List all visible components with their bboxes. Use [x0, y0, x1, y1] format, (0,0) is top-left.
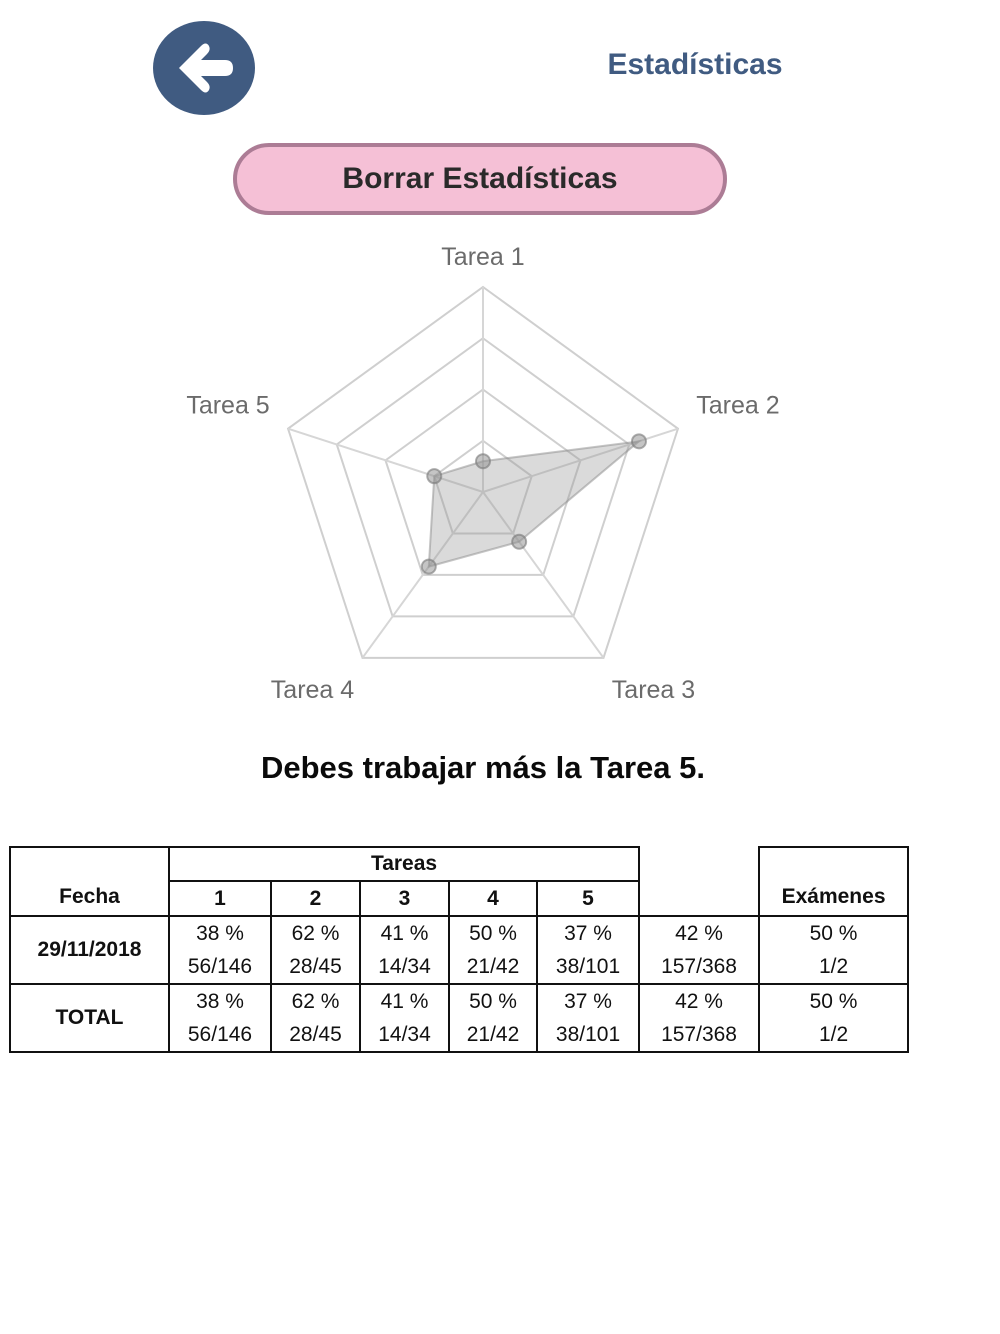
table-cell: 38 % 56/146	[169, 984, 271, 1052]
radar-point	[427, 469, 441, 483]
table-cell: 38 % 56/146	[169, 916, 271, 984]
header-task-4: 4	[449, 881, 537, 916]
header-task-3: 3	[360, 881, 449, 916]
row-date-label: 29/11/2018	[10, 916, 169, 984]
clear-statistics-button[interactable]: Borrar Estadísticas	[233, 143, 727, 215]
table-cell: 37 % 38/101	[537, 916, 639, 984]
radar-series-area	[429, 441, 639, 566]
radar-axis-label: Tarea 2	[696, 391, 780, 420]
header-task-5: 5	[537, 881, 639, 916]
radar-axis-label: Tarea 3	[611, 675, 696, 704]
radar-point	[422, 560, 436, 574]
table-cell: 50 % 21/42	[449, 916, 537, 984]
header-tasks-group: Tareas	[169, 847, 639, 881]
header-exams: Exámenes	[759, 847, 908, 916]
table-cell: 41 % 14/34	[360, 984, 449, 1052]
header-date: Fecha	[10, 847, 169, 916]
table-cell: 50 % 21/42	[449, 984, 537, 1052]
radar-axis-label: Tarea 1	[441, 243, 525, 271]
radar-axis-label: Tarea 5	[186, 391, 270, 420]
header-overall	[639, 847, 759, 916]
table-row	[10, 984, 908, 1052]
radar-point	[512, 535, 526, 549]
table-cell: 50 % 1/2	[759, 916, 908, 984]
table-cell: 41 % 14/34	[360, 916, 449, 984]
table-cell: 42 % 157/368	[639, 916, 759, 984]
radar-point	[632, 434, 646, 448]
row-total-label: TOTAL	[10, 984, 169, 1052]
radar-series	[422, 434, 646, 573]
table-row	[10, 916, 908, 984]
header-task-2: 2	[271, 881, 360, 916]
statistics-table	[9, 846, 909, 1053]
table-cell: 62 % 28/45	[271, 984, 360, 1052]
table-cell: 37 % 38/101	[537, 984, 639, 1052]
recommendation-message: Debes trabajar más la Tarea 5.	[260, 750, 705, 785]
table-cell: 62 % 28/45	[271, 916, 360, 984]
table-cell: 50 % 1/2	[759, 984, 908, 1052]
header-task-1: 1	[169, 881, 271, 916]
radar-point	[476, 454, 490, 468]
radar-axis-label: Tarea 4	[270, 675, 355, 704]
table-cell: 42 % 157/368	[639, 984, 759, 1052]
page-title: Estadísticas	[607, 48, 783, 81]
